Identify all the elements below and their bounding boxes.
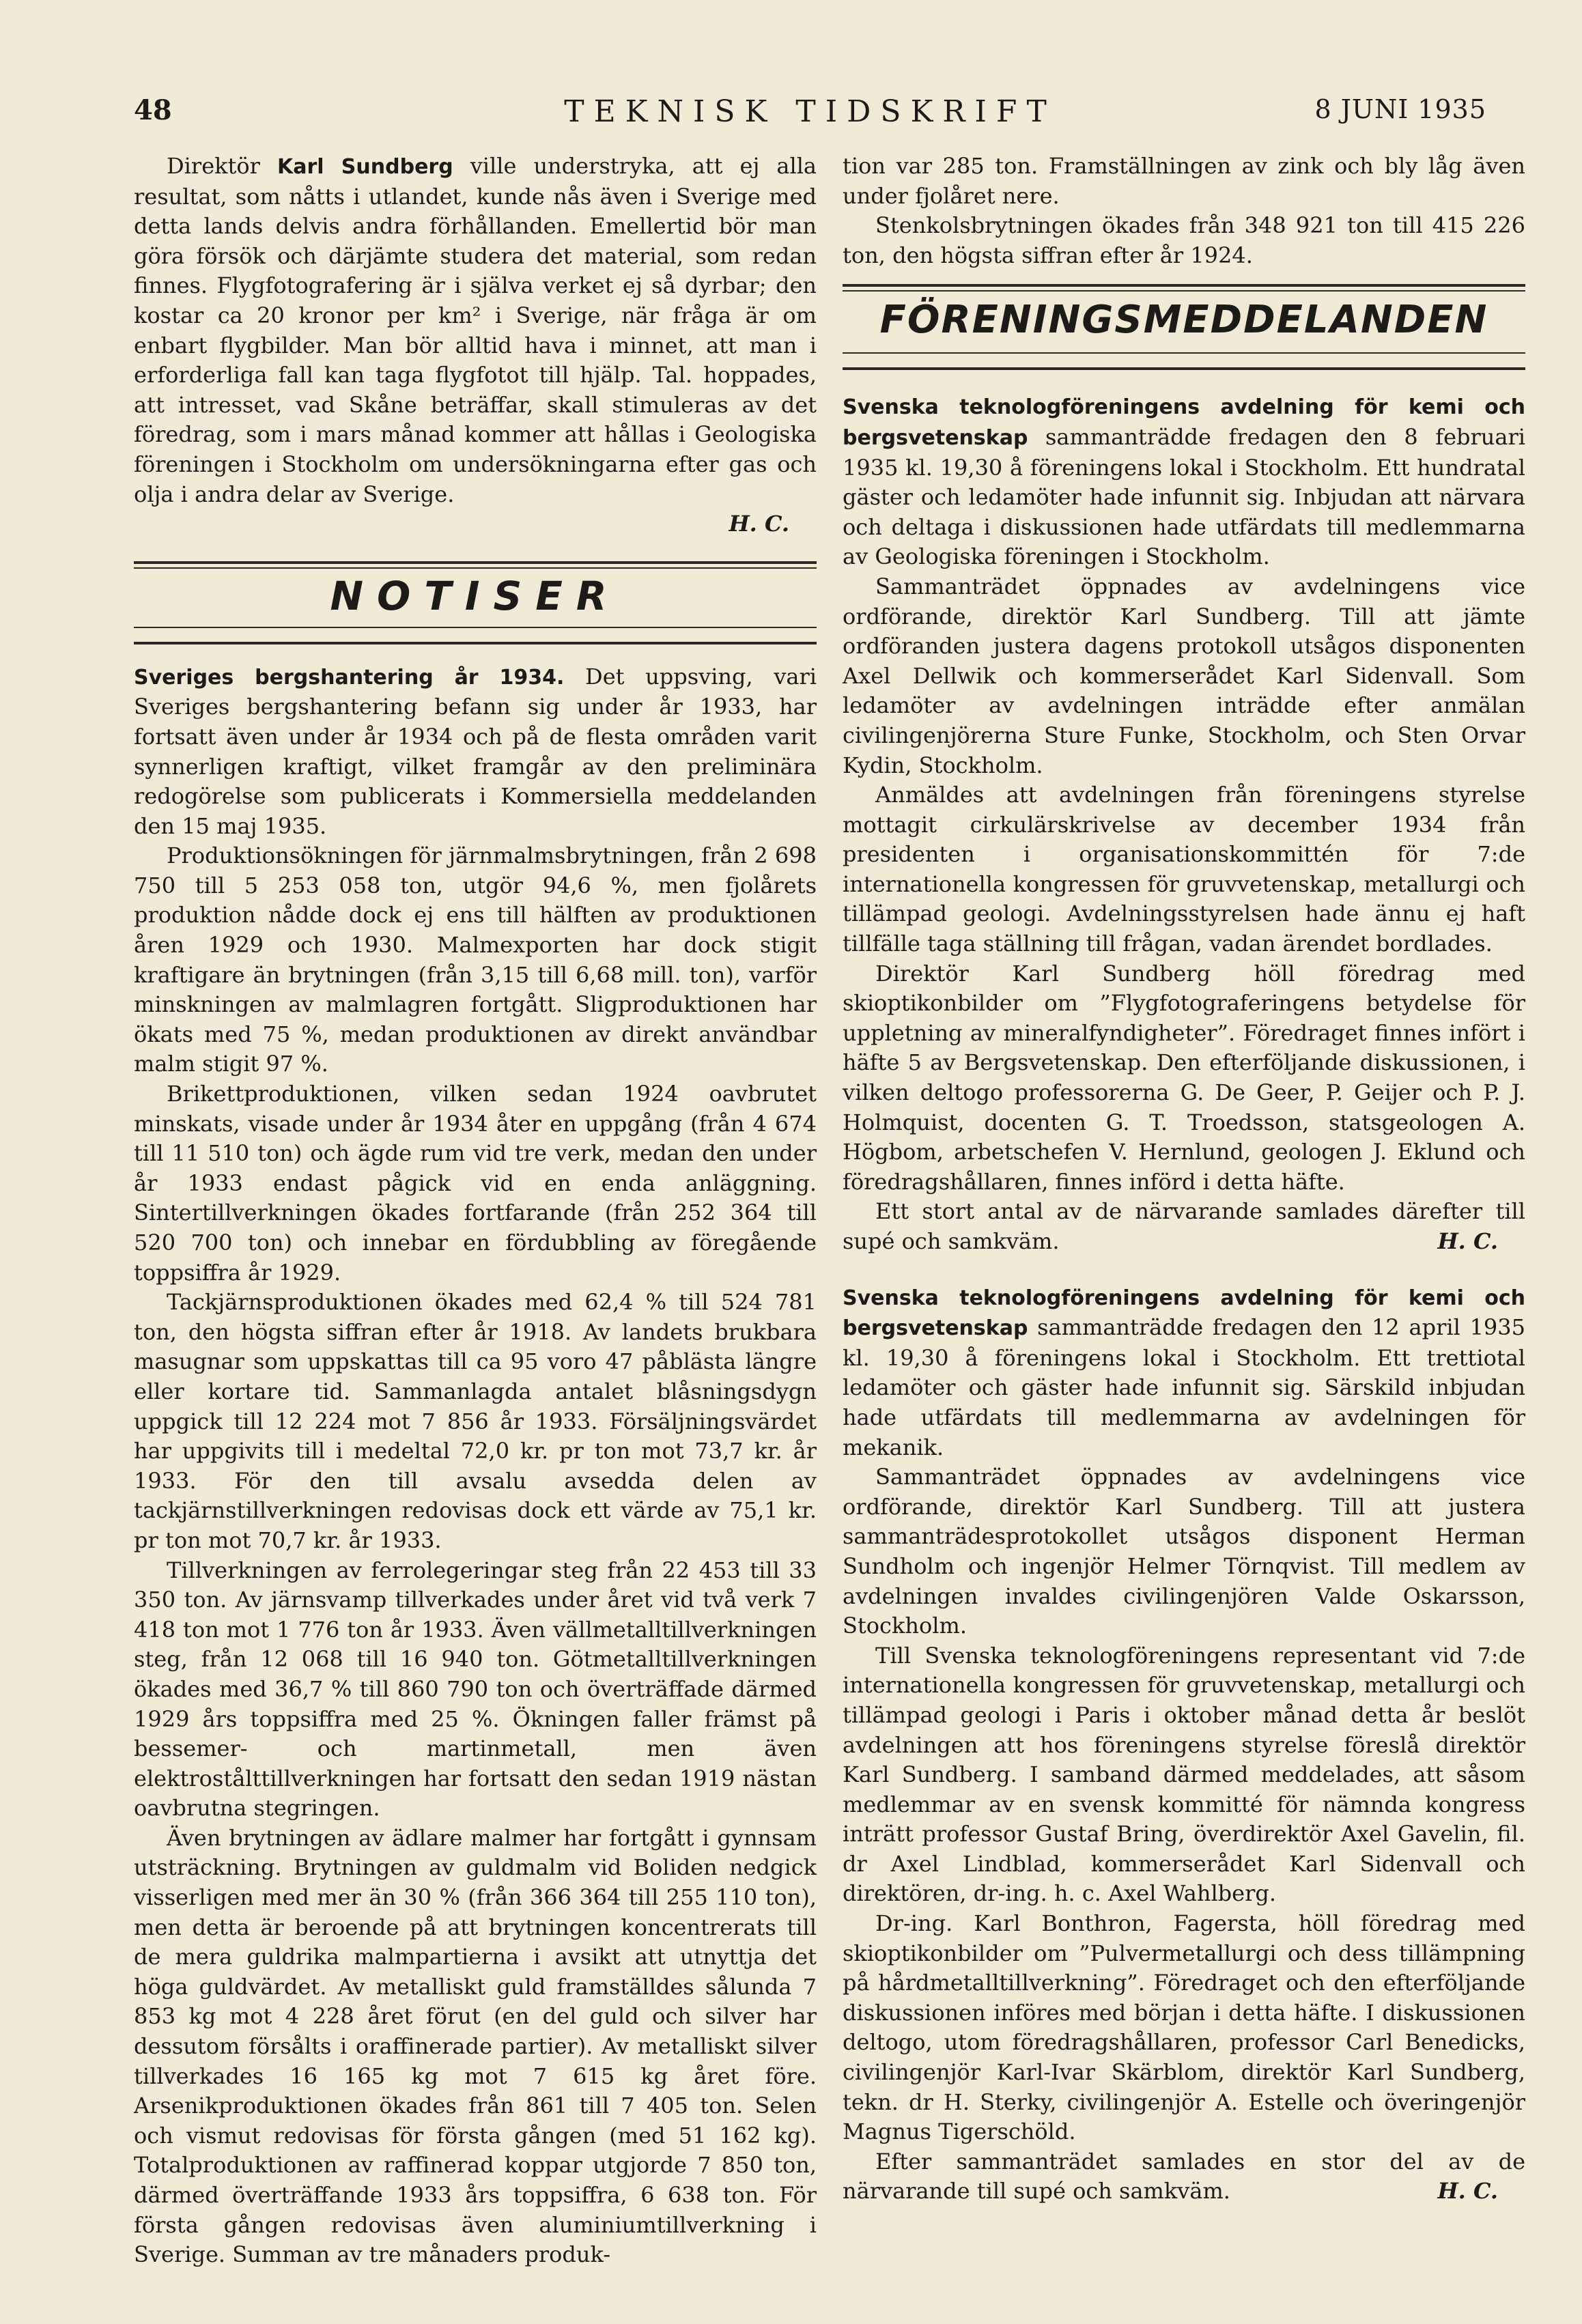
section-title-notiser: NOTISER xyxy=(330,572,621,619)
meeting-paragraph: Efter sammanträdet samlades en stor del av de närvarande till supé och samkväm. H. C. xyxy=(843,2147,1525,2207)
right-column xyxy=(843,152,1525,2207)
meeting-paragraph: Svenska teknologföreningens avdelning för kemi och bergsvetenskap sammanträdde fredagen den 8 februari 1935 kl. 19,30 å föreningens lokal i Stockholm. Ett hundratal gäster och ledamöter hade infunnit sig. Inbjudan att närvara och deltaga i diskussionen hade utfärdats till medlemmarna av Geologiska föreningen i Stockholm. xyxy=(843,395,1525,570)
divider xyxy=(134,561,817,564)
page-number: 48 xyxy=(134,94,172,126)
divider xyxy=(134,627,817,628)
section-title-foreningsmeddelanden: FÖRENINGSMEDDELANDEN xyxy=(879,298,1488,343)
continued-paragraph: tion var 285 ton. Framställningen av zink och bly låg även under fjolåret nere. xyxy=(843,153,1525,209)
notice-paragraph: Sveriges bergshantering år 1934. Det uppsving, vari Sveriges bergshantering befann sig under år 1933, har fortsatt även under år 1934 och på de flesta områden varit synnerligen kraftigt, vilket framgår av den preliminära redogörelse som publicerats i Kommersiella meddelanden den 15 maj 1935. xyxy=(134,663,817,839)
foreningsmeddelanden-section-header xyxy=(843,284,1525,370)
divider xyxy=(843,352,1525,354)
meeting-paragraph: Ett stort antal av de närvarande samlades därefter till supé och samkväm. H. C. xyxy=(843,1197,1525,1256)
meeting-signature: H. C. xyxy=(1437,1228,1498,1254)
intro-paragraph: Direktör Karl Sundberg ville understryka, att ej alla resultat, som nåtts i utlandet, kunde nås även i Sverige med detta lands delvis andra förhållanden. Emellertid bör man göra försök och därjämte studera det material, som redan finnes. Flygfotografering är i själva verket ej så dyrbar; den kostar ca 20 kronor per km² i Sverige, när fråga är om enbart flygbilder. Man bör alltid hava i minnet, att man i erforderliga fall kan taga flygfotot till hjälp. Tal. hoppades, att intresset, vad Skåne beträffar, skall stimuleras av det föredrag, som i mars månad kommer att hållas i Geologiska föreningen i Stockholm om undersökningarna efter gas och olja i andra delar av Sverige. xyxy=(134,153,817,507)
notice-paragraph: Tillverkningen av ferrolegeringar steg från 22 453 till 33 350 ton. Av järnsvamp tillverkades under året vid två verk 7 418 ton mot 1 776 ton år 1933. Även vällmetalltillverkningen steg, från 12 068 till 16 940 ton. Götmetalltillverkningen ökades med 36,7 % till 860 790 ton och överträffade därmed 1929 års toppsiffra med 25 %. Ökningen faller främst på bessemer- och martinmetall, men även elektrostålttillverkningen har fortsatt den sedan 1919 nästan oavbrutna stegringen. xyxy=(134,1557,817,1822)
meeting-signature: H. C. xyxy=(1437,2178,1498,2205)
notice-paragraph: Produktionsökningen för järnmalmsbrytningen, från 2 698 750 till 5 253 058 ton, utgör 94,6 %, men fjolårets produktion nådde dock ej ens till hälften av produktionen åren 1929 och 1930. Malmexporten har dock stigit kraftigare än brytningen (från 3,15 till 6,68 mill. ton), varför minskningen av malmlagren fortgått. Sligproduktionen har ökats med 75 %, medan produktionen av direkt användbar malm stigit 97 %. xyxy=(134,842,817,1077)
meeting-heading: Svenska teknologföreningens avdelning för kemi och bergsvetenskap xyxy=(843,395,1525,450)
left-column xyxy=(134,152,817,2270)
issue-date: 8 JUNI 1935 xyxy=(1314,94,1486,124)
meeting-paragraph: Direktör Karl Sundberg höll föredrag med skioptikonbilder om ”Flygfotograferingens betydelse för uppletning av mineralfyndigheter”. Föredraget finnes infört i häfte 5 av Bergsvetenskap. Den efterföljande diskussionen, i vilken deltogo professorerna G. De Geer, P. Geijer och P. J. Holmquist, docenten G. T. Troedsson, statsgeologen A. Högbom, arbetschefen V. Hernlund, geologen J. Eklund och föredragshållaren, finnes införd i detta häfte. xyxy=(843,960,1525,1195)
divider xyxy=(843,367,1525,370)
spacer xyxy=(843,1257,1525,1283)
journal-title: TEKNISK TIDSKRIFT xyxy=(564,94,1056,129)
notiser-section-header xyxy=(134,561,817,644)
meeting-paragraph: Till Svenska teknologföreningens representant vid 7:de internationella kongressen för gruvvetenskap, metallurgi och tillämpad geologi i Paris i oktober månad detta år beslöt avdelningen att hos föreningens styrelse föreslå direktör Karl Sundberg. I samband därmed meddelades, att såsom medlemmar av en svensk kommitté för nämnda kongress inträtt professor Gustaf Bring, överdirektör Axel Gavelin, fil. dr Axel Lindblad, kommerserådet Karl Sidenvall och direktören, dr-ing. h. c. Axel Wahlberg. xyxy=(843,1642,1525,1907)
notice-heading: Sveriges bergshantering år 1934. xyxy=(134,665,565,690)
notice-paragraph: Även brytningen av ädlare malmer har fortgått i gynnsam utsträckning. Brytningen av guldmalm vid Boliden nedgick visserligen med mer än 30 % (från 366 364 till 255 110 ton), men detta är beroende på att brytningen koncentrerats till de mera guldrika malmpartierna i avsikt att utnyttja det höga guldvärdet. Av metalliskt guld framställdes sålunda 7 853 kg mot 4 228 året förut (en del guld och silver har dessutom försålts i oraffinerade partier). Av metalliskt silver tillverkades 16 165 kg mot 7 615 kg året före. Arsenikproduktionen ökades från 861 till 7 405 ton. Selen och vismut redovisas för första gången (med 51 162 kg). Totalproduktionen av raffinerad koppar utgjorde 7 850 ton, därmed överträffande 1933 års toppsiffra, 6 638 ton. För första gången redovisas även aluminiumtillverkning i Sverige. Summan av tre månaders produk- xyxy=(134,1824,817,2268)
meeting-heading: Svenska teknologföreningens avdelning för kemi och bergsvetenskap xyxy=(843,1286,1525,1341)
notice-paragraph: Brikettproduktionen, vilken sedan 1924 oavbrutet minskats, visade under år 1934 åter en uppgång (från 4 674 till 11 510 ton) och ägde rum vid tre verk, medan den under år 1933 endast pågick vid en enda anläggning. Sintertillverkningen ökades fortfarande (från 252 364 till 520 700 ton) och innebar en fördubbling av föregående toppsiffra år 1929. xyxy=(134,1081,817,1286)
continued-paragraph: Stenkolsbrytningen ökades från 348 921 ton till 415 226 ton, den högsta siffran efter år 1924. xyxy=(843,212,1525,268)
meeting-paragraph: Sammanträdet öppnades av avdelningens vice ordförande, direktör Karl Sundberg. Till att jämte ordföranden justera dagens protokoll utsågos disponenten Axel Dellwik och kommerserådet Karl Sidenvall. Som ledamöter av avdelningen inträdde efter anmälan civilingenjörerna Sture Funke, Stockholm, och Sten Orvar Kydin, Stockholm. xyxy=(843,573,1525,778)
meeting-paragraph: Sammanträdet öppnades av avdelningens vice ordförande, direktör Karl Sundberg. Till att justera sammanträdesprotokollet utsågos disponent Herman Sundholm och ingenjör Helmer Törnqvist. Till medlem av avdelningen invaldes civilingenjören Valde Oskarsson, Stockholm. xyxy=(843,1464,1525,1639)
notice-paragraph: Tackjärnsproduktionen ökades med 62,4 % till 524 781 ton, den högsta siffran efter år 1918. Av landets brukbara masugnar som uppskattas till ca 95 voro 47 påblästa längre eller kortare tid. Sammanlagda antalet blåsningsdygn uppgick till 12 224 mot 7 856 år 1933. Försäljningsvärdet har uppgivits till i medeltal 72,0 kr. pr ton mot 73,7 kr. år 1933. För den till avsalu avsedda delen av tackjärnstillverkningen redovisas dock ett värde av 75,1 kr. pr ton mot 70,7 kr. år 1933. xyxy=(134,1289,817,1553)
meeting-paragraph: Dr-ing. Karl Bonthron, Fagersta, höll föredrag med skioptikonbilder om ”Pulvermetallurgi och dess tillämpning på hårdmetalltillverkning”. Föredraget och den efterföljande diskussionen införes med början i detta häfte. I diskussionen deltogo, utom föredragshållaren, professor Carl Benedicks, civilingenjör Karl-Ivar Skärblom, direktör Karl Sundberg, tekn. dr H. Sterky, civilingenjör A. Estelle och överingenjör Magnus Tigerschöld. xyxy=(843,1910,1525,2145)
running-head xyxy=(134,94,1486,138)
meeting-paragraph: Svenska teknologföreningens avdelning för kemi och bergsvetenskap sammanträdde fredagen den 12 april 1935 kl. 19,30 å föreningens lokal i Stockholm. Ett trettiotal ledamöter och gäster hade infunnit sig. Särskild inbjudan hade utfärdats till medlemmarna av avdelningen för mekanik. xyxy=(843,1286,1525,1460)
divider xyxy=(843,284,1525,287)
speaker-name: Karl Sundberg xyxy=(277,155,453,179)
divider xyxy=(134,642,817,644)
meeting-paragraph: Anmäldes att avdelningen från föreningens styrelse mottagit cirkulärskrivelse av december 1934 från presidenten i organisationskommittén för 7:de internationella kongressen för gruvvetenskap, metallurgi och tillämpad geologi. Avdelningsstyrelsen hade ännu ej haft tillfälle taga ställning till frågan, vadan ärendet bordlades. xyxy=(843,782,1525,957)
intro-signature: H. C. xyxy=(729,511,789,537)
